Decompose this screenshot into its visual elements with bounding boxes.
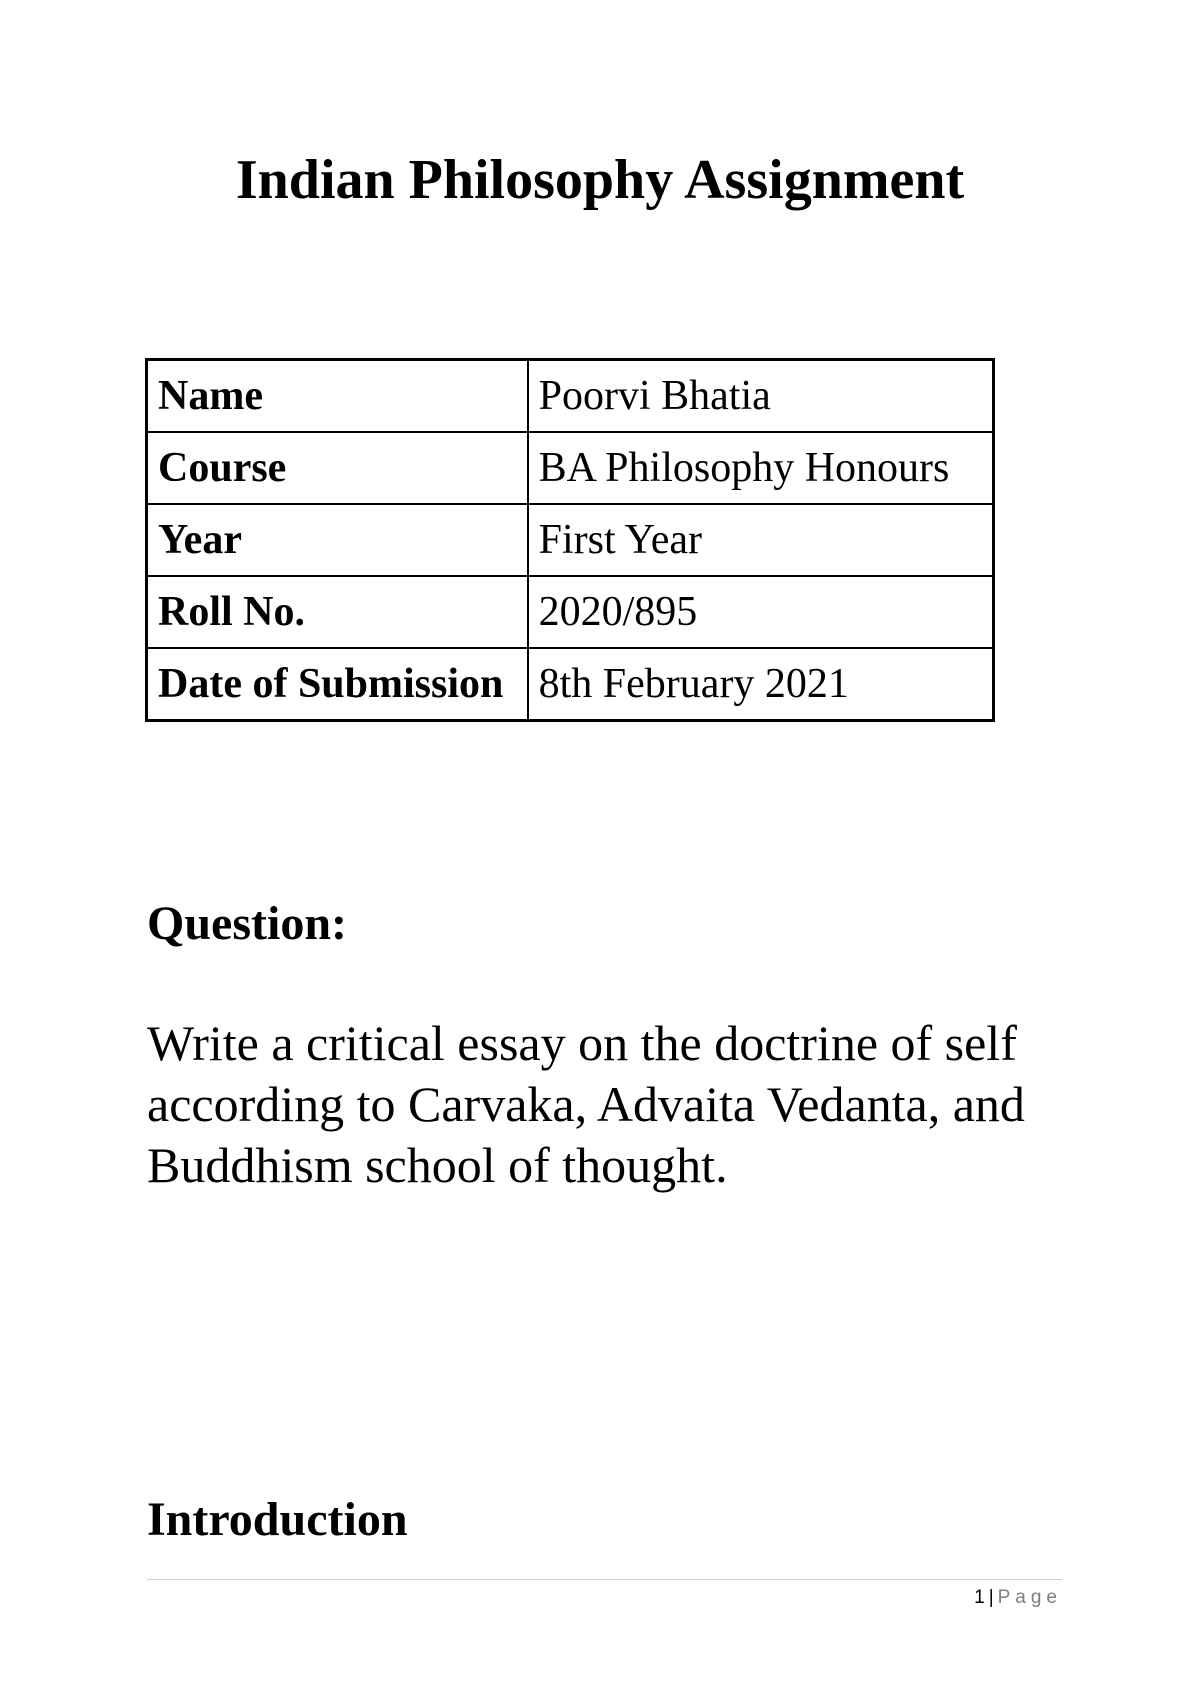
introduction-heading: Introduction	[147, 1493, 408, 1546]
question-text: Write a critical essay on the doctrine of self according to Carvaka, Advaita Vedanta, and Buddhism school of thought.	[147, 1015, 1025, 1193]
course-value: BA Philosophy Honours	[528, 432, 994, 504]
roll-no-value: 2020/895	[528, 576, 994, 648]
question-heading: Question:	[147, 897, 348, 950]
page-title: Indian Philosophy Assignment	[235, 149, 965, 211]
table-row	[147, 576, 994, 648]
name-label: Name	[147, 360, 528, 433]
course-label: Course	[147, 432, 528, 504]
name-value: Poorvi Bhatia	[528, 360, 994, 433]
year-label: Year	[147, 504, 528, 576]
page-footer	[974, 1586, 1062, 1610]
submission-date-value: 8th February 2021	[528, 648, 994, 721]
table-row	[147, 432, 994, 504]
table-row	[147, 360, 994, 433]
page-label: Page	[997, 1587, 1062, 1608]
table-row	[147, 504, 994, 576]
submission-date-label: Date of Submission	[147, 648, 528, 721]
year-value: First Year	[528, 504, 994, 576]
roll-no-label: Roll No.	[147, 576, 528, 648]
footer-divider	[147, 1579, 1062, 1580]
page-number: 1	[974, 1587, 985, 1608]
table-row	[147, 648, 994, 721]
student-info-table	[145, 358, 995, 722]
footer-separator: |	[988, 1587, 994, 1608]
